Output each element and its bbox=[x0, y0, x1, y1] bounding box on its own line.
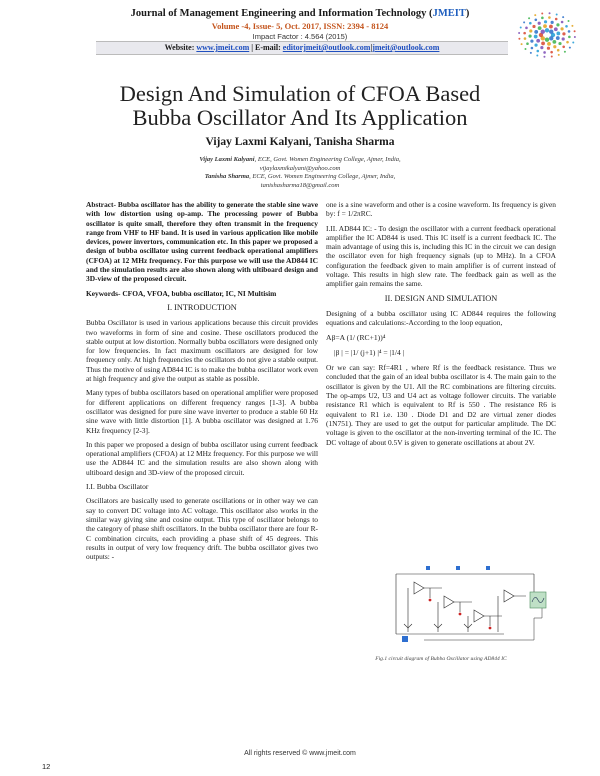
keywords: Keywords- CFOA, VFOA, bubba oscillator, IC, NI Multisim bbox=[86, 288, 277, 298]
ad844-paragraph: I.II. AD844 IC: - To design the oscillator with a current feedback operational amplifier the IC AD844 is used. This IC itself is a current feedback IC. The main advantage of using this is, including this IC in the circuit we can design the oscillator even for high frequency signals (up to MHz). In a CFOA configuration the feedback given to main amplifier is of current instead of voltage. This results in high slew rate. The feedback gain as well as the amplifier gain remains the same. bbox=[326, 223, 556, 289]
subsection-heading: I.I. Bubba Oscillator bbox=[86, 482, 149, 492]
equation-2: |β | = |1/ (j+1) |⁴ = |1/4 | bbox=[334, 347, 405, 357]
paper-title: Design And Simulation of CFOA Based Bubba Oscillator And Its Application bbox=[119, 81, 481, 130]
website-link[interactable]: www.jmeit.com bbox=[196, 43, 250, 52]
volume-line: Volume -4, Issue- 5, Oct. 2017, ISSN: 2394 - 8124 bbox=[211, 21, 389, 31]
left-column bbox=[86, 200, 318, 566]
subsection-paragraph: Oscillators are basically used to generate oscillations or in other way we can say to convert DC voltage into AC voltage. This oscillator also works in the similar way giving sine and cosine output. This type of oscillator belongs to the category of phase shift oscillators. In the bubba oscillator there are four R-C combination circuits, each providing a phase shift of 45 degrees. This results in output of very low frequency drift. The bubba oscillator gives two outputs: - bbox=[86, 496, 318, 562]
circuit-diagram bbox=[384, 562, 552, 652]
intro-paragraph-1: Bubba Oscillator is used in various applications because this circuit provides two waveforms in form of sine and cosine. These oscillators produced the stable output at low distortion. Normally bubba oscillators were designed only for low frequencies. In fact maximum oscillators are designed for low frequency only. At high frequencies the oscillators do not give a stable output. Thus the motive of using AD844 IC is to make the bubba oscillator work even at high frequency and give the output as stable as possible. bbox=[86, 318, 318, 384]
design-heading: II. DESIGN AND SIMULATION bbox=[384, 293, 498, 303]
impact-factor: Impact Factor : 4.564 (2015) bbox=[252, 32, 348, 41]
right-column bbox=[326, 200, 556, 452]
journal-acronym: JMEIT bbox=[432, 8, 466, 19]
journal-title: Journal of Management Engineering and Information Technology (JMEIT) bbox=[130, 8, 470, 19]
design-paragraph-1: Designing of a bubba oscillator using IC AD844 requires the following equations and calculations:-According to the loop equation, bbox=[326, 308, 556, 328]
website-bar: Website: www.jmeit.com | E-mail: editorjmeit@outlook.com|jmeit@outlook.com bbox=[96, 41, 508, 55]
footer-rights: All rights reserved © www.jmeit.com bbox=[244, 750, 356, 757]
intro-paragraph-2: Many types of bubba oscillators based on operational amplifier were proposed for different applications on different frequency ranges [1-3]. A bubba oscillator was designed for pure sine wave inverter to produce a stable 60 Hz sine wave with little distortion [1]. A bubba oscillator was designed at 1.76 KHz frequency [2-3]. bbox=[86, 388, 318, 435]
figure-caption: Fig.1 circuit diagram of Bubba Oscillator using AD844 IC bbox=[375, 656, 507, 662]
page-number: 12 bbox=[42, 762, 51, 771]
email-link-2[interactable]: jmeit@outlook.com bbox=[372, 43, 440, 52]
journal-logo-icon bbox=[508, 4, 586, 66]
email-link-1[interactable]: editorjmeit@outlook.com bbox=[282, 43, 371, 52]
frequency-paragraph: one is a sine waveform and other is a cosine waveform. Its frequency is given by: f = 1/2πRC. bbox=[326, 200, 556, 219]
abstract: Abstract- Bubba oscillator has the ability to generate the stable sine wave with low distortion using op-amp. The processing power of Bubba oscillator is quite small, therefore they often transmit in the frequency range from VHF to HF band. It is used in various application like mobile devices, power invertors, communication etc. In this paper we proposed a design of bubba oscillator using current feedback operational amplifiers (CFOA) at 12 MHz frequency. For this purpose we will use the AD844 IC and the simulation results are also shown along with ultiboard design and 3D-view of the proposed circuit. bbox=[86, 200, 318, 284]
paper-authors: Vijay Laxmi Kalyani, Tanisha Sharma bbox=[205, 136, 395, 148]
intro-paragraph-3: In this paper we proposed a design of bubba oscillator using current feedback operational amplifiers (CFOA) at 12 MHz frequency. For this purpose we will use the AD844 IC and the simulation results are also shown along with ultiboard design and 3D-view of the proposed circuit. bbox=[86, 439, 318, 477]
intro-heading: I. INTRODUCTION bbox=[167, 302, 237, 312]
design-paragraph-2: Or we can say: Rf=4R1 , where Rf is the feedback resistance. Thus we concluded that the gain of an ideal bubba oscillator is 4. The main gain to the oscillator is given by the U1. All the RC combinations are filtering circuits. The op-amps U2, U3 and U4 act as voltage follower circuits. The variable resistance R1 which is equivalent to Rf is 550 . The resistance R6 is equivalent to R1 i.e. 130 . Diode D1 and D2 are virtual zener diodes (1N751). They are used to get the output for particular amplitude. The DC voltage is given to the oscillator at the non-inverting terminal of the IC. The DC voltage of about 0.5V is given to generate oscillations at about 2V. bbox=[326, 363, 556, 447]
equation-1: Aβ=A (1/ (RC+1))⁴ bbox=[326, 332, 386, 342]
affiliations: Vijay Laxmi Kalyani, ECE, Govt. Women Engineering College, Ajmer, India, vijaylaxmikalyani@yahoo.com Tanisha Sharma, ECE, Govt. Women Engineering College, Ajmer, India, tanishasharma18@gmail.com bbox=[199, 156, 401, 189]
